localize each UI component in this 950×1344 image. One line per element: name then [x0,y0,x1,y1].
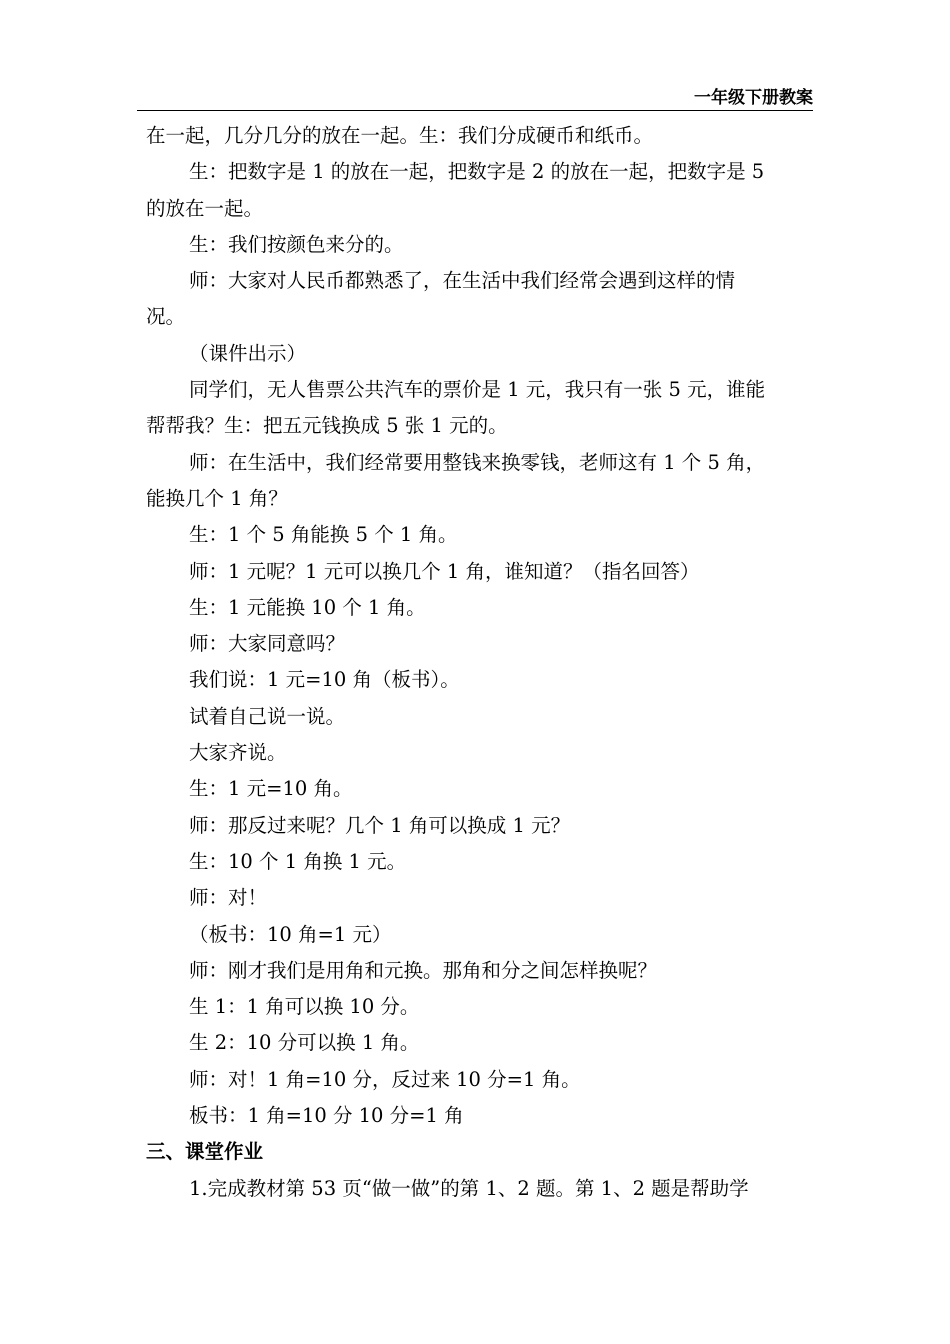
paragraph-line: 师：在生活中，我们经常要用整钱来换零钱，老师这有 1 个 5 角， [189,450,766,474]
paragraph-line: 大家齐说。 [189,741,287,765]
paragraph-line: 况。 [146,305,186,329]
paragraph-line: 试着自己说一说。 [189,704,346,728]
paragraph-line: 生：10 个 1 角换 1 元。 [189,849,407,873]
paragraph-line: 能换几个 1 角？ [146,486,288,510]
paragraph-line: 生 2：10 分可以换 1 角。 [189,1031,420,1055]
paragraph-line: 的放在一起。 [146,196,264,220]
paragraph-line: 生：1 元=10 角。 [189,777,353,801]
paragraph-line: （课件出示） [189,341,307,365]
paragraph-line: 生：把数字是 1 的放在一起，把数字是 2 的放在一起，把数字是 5 [189,160,765,184]
paragraph-line: 师：大家同意吗？ [189,632,346,656]
paragraph-line: 我们说：1 元=10 角（板书）。 [189,668,460,692]
paragraph-line: 师：刚才我们是用角和元换。那角和分之间怎样换呢？ [189,958,658,982]
paragraph-line: 生 1：1 角可以换 10 分。 [189,995,420,1019]
page-header-title: 一年级下册教案 [694,88,813,108]
paragraph-line: 在一起，几分几分的放在一起。生：我们分成硬币和纸币。 [146,124,654,147]
paragraph-line: 生：1 元能换 10 个 1 角。 [189,595,426,619]
paragraph-line: 生：1 个 5 角能换 5 个 1 角。 [189,523,458,547]
paragraph-line: 1.完成教材第 53 页“做一做”的第 1、2 题。第 1、2 题是帮助学 [189,1176,749,1200]
paragraph-line: 师：1 元呢？1 元可以换几个 1 角，谁知道？（指名回答） [189,559,700,583]
header-divider [137,110,813,111]
paragraph-line: 师：对！1 角=10 分，反过来 10 分=1 角。 [189,1067,581,1091]
paragraph-line: 板书：1 角=10 分 10 分=1 角 [189,1104,464,1128]
paragraph-line: 师：那反过来呢？几个 1 角可以换成 1 元？ [189,813,571,837]
section-heading: 三、课堂作业 [146,1140,264,1164]
paragraph-line: 帮帮我？生：把五元钱换成 5 张 1 元的。 [146,414,508,438]
paragraph-line: 师：对！ [189,886,268,910]
paragraph-line: （板书：10 角=1 元） [189,922,392,946]
paragraph-line: 同学们，无人售票公共汽车的票价是 1 元，我只有一张 5 元，谁能 [189,378,766,402]
document-body [146,118,814,1207]
paragraph-line: 师：大家对人民币都熟悉了，在生活中我们经常会遇到这样的情 [189,269,736,293]
paragraph-line: 生：我们按颜色来分的。 [189,232,404,256]
